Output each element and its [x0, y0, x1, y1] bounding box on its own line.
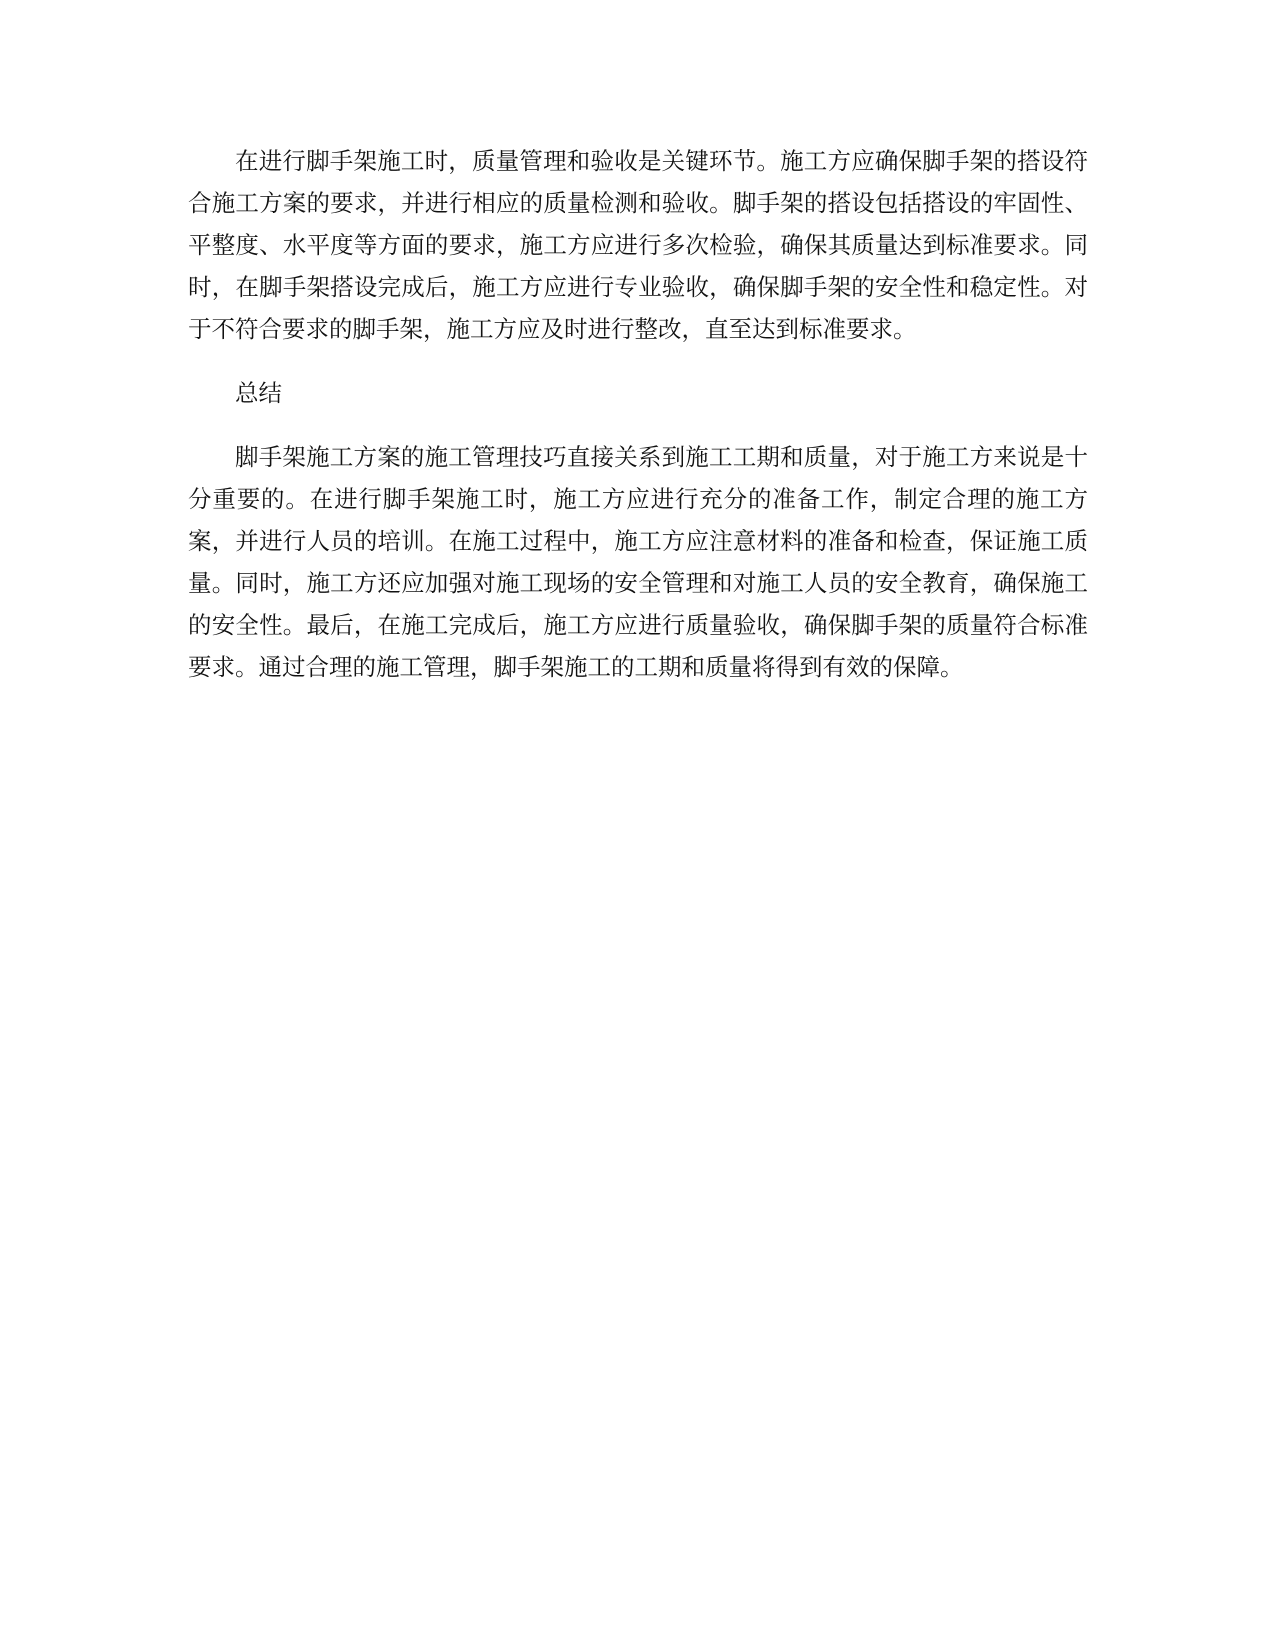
section-heading-summary: 总结 — [235, 379, 282, 407]
document-page — [188, 140, 1088, 710]
body-paragraph-summary: 脚手架施工方案的施工管理技巧直接关系到施工工期和质量，对于施工方来说是十分重要的。在进行脚手架施工时，施工方应进行充分的准备工作，制定合理的施工方案，并进行人员的培训。在施工过程中，施工方应注意材料的准备和检查，保证施工质量。同时，施工方还应加强对施工现场的安全管理和对施工人员的安全教育，确保施工的安全性。最后，在施工完成后，施工方应进行质量验收，确保脚手架的质量符合标准要求。通过合理的施工管理，脚手架施工的工期和质量将得到有效的保障。 — [188, 443, 1088, 681]
body-paragraph-quality-acceptance: 在进行脚手架施工时，质量管理和验收是关键环节。施工方应确保脚手架的搭设符合施工方案的要求，并进行相应的质量检测和验收。脚手架的搭设包括搭设的牢固性、平整度、水平度等方面的要求，施工方应进行多次检验，确保其质量达到标准要求。同时，在脚手架搭设完成后，施工方应进行专业验收，确保脚手架的安全性和稳定性。对于不符合要求的脚手架，施工方应及时进行整改，直至达到标准要求。 — [188, 147, 1088, 343]
